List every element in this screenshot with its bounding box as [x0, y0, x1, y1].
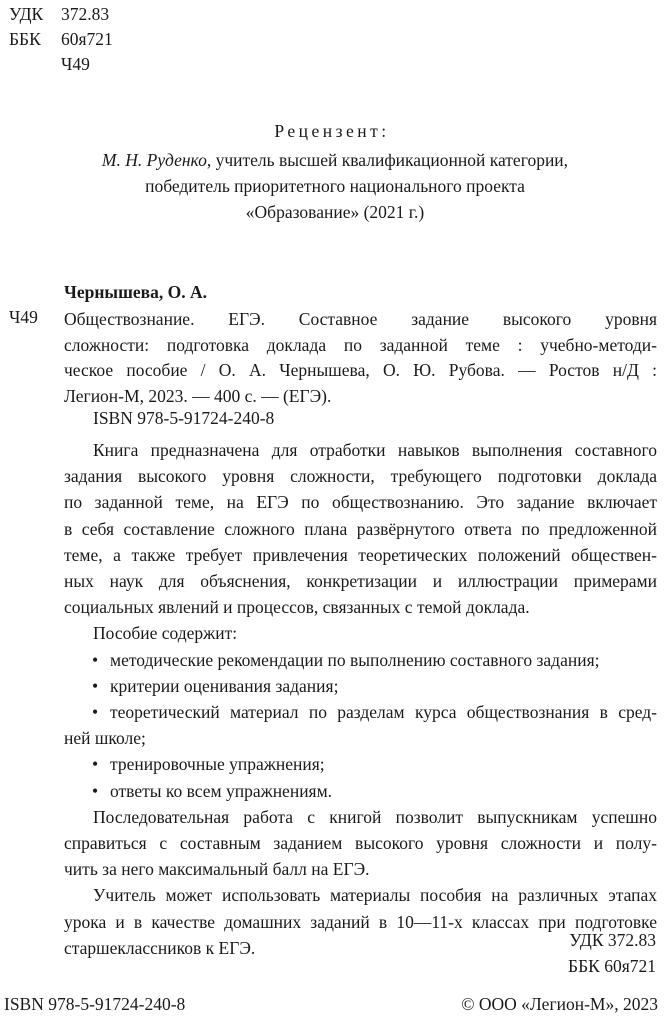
- bullet-icon: •: [92, 702, 99, 723]
- bbk-value: 60я721: [61, 29, 113, 49]
- annotation-line: социальных явлений и процессов, связанных с темой доклада.: [64, 597, 530, 618]
- annotation-line: задания высокого уровня сложности, требующего подготовки доклада: [64, 466, 657, 487]
- biblio-line: Обществознание. ЕГЭ. Составное задание высокого уровня: [64, 309, 657, 329]
- reviewer-block: [40, 147, 630, 225]
- list-item: • методические рекомендации по выполнению составного задания;: [64, 647, 657, 673]
- book-author: Чернышева, О. А.: [64, 282, 207, 302]
- bbk-row: [9, 27, 113, 52]
- annotation-line: ных наук для объяснения, конкретизации и иллюстрации примерами: [64, 571, 657, 592]
- udk-value: 372.83: [61, 4, 110, 24]
- reviewer-title: , учитель высшей квалификационной категории,: [206, 150, 569, 170]
- annotation-line: Книга предназначена для отработки навыков выполнения составного: [93, 440, 657, 460]
- biblio-line: Легион-М, 2023. — 400 с. — (ЕГЭ).: [64, 385, 332, 406]
- udk-row: [9, 2, 113, 27]
- annotation-line: справиться с составным заданием высокого уровня сложности и полу-: [64, 833, 657, 854]
- annotation-line: Учитель может использовать материалы пособия на различных этапах: [93, 885, 657, 906]
- bbk-label: ББК: [9, 29, 41, 49]
- footer-copyright: © ООО «Легион-М», 2023: [461, 994, 658, 1014]
- footer-isbn: ISBN 978-5-91724-240-8: [4, 994, 186, 1014]
- classification-codes-bottom: [568, 927, 656, 979]
- isbn: ISBN 978-5-91724-240-8: [93, 408, 275, 428]
- bullet-icon: •: [92, 780, 99, 801]
- bullet-icon: •: [92, 754, 99, 775]
- reviewer-name: М. Н. Руденко: [101, 150, 207, 170]
- annotation: [64, 437, 657, 961]
- classification-codes: [9, 2, 113, 77]
- biblio-line: ческое пособие / О. А. Чернышева, О. Ю. Рубова. — Ростов н/Д :: [64, 360, 657, 380]
- annotation-line: старшеклассников к ЕГЭ.: [64, 937, 256, 958]
- reviewer-line-2: победитель приоритетного национального проекта: [145, 176, 525, 196]
- bibliography-mark: Ч49: [9, 307, 38, 327]
- reviewer-line-1: [40, 147, 630, 173]
- annotation-line: по заданной теме, на ЕГЭ по обществознанию. Это задание включает: [64, 492, 657, 513]
- list-item: • критерии оценивания задания;: [64, 673, 657, 699]
- contents-heading: Пособие содержит:: [93, 623, 238, 644]
- author-mark: Ч49: [61, 54, 90, 74]
- reviewer-heading: Рецензент:: [274, 121, 390, 141]
- bibliographic-description: [64, 307, 657, 409]
- annotation-line: урока и в качестве домашних заданий в 10—11-х классах при подготовке: [64, 911, 657, 932]
- annotation-line: теме, а также требует привлечения теоретических положений обществен-: [64, 544, 657, 565]
- biblio-line: сложности: подготовка доклада по заданной теме : учебно-методи-: [64, 334, 657, 355]
- list-item-continuation: ней школе;: [64, 728, 146, 749]
- udk-bottom: УДК 372.83: [569, 930, 656, 950]
- list-item: • тренировочные упражнения;: [64, 751, 657, 777]
- bullet-icon: •: [92, 675, 99, 696]
- bullet-icon: •: [92, 649, 99, 670]
- udk-label: УДК: [9, 4, 44, 24]
- list-item: • ответы ко всем упражнениям.: [64, 778, 657, 804]
- annotation-line: в себя составление сложного плана развёрнутого ответа по предложенной: [64, 518, 657, 539]
- list-item: • теоретический материал по разделам курса обществознания в сред-: [64, 699, 657, 725]
- bbk-bottom: ББК 60я721: [568, 956, 656, 976]
- reviewer-line-3: «Образование» (2021 г.): [245, 202, 425, 222]
- annotation-line: чить за него максимальный балл на ЕГЭ.: [64, 859, 370, 880]
- annotation-line: Последовательная работа с книгой позволит выпускникам успешно: [93, 806, 657, 827]
